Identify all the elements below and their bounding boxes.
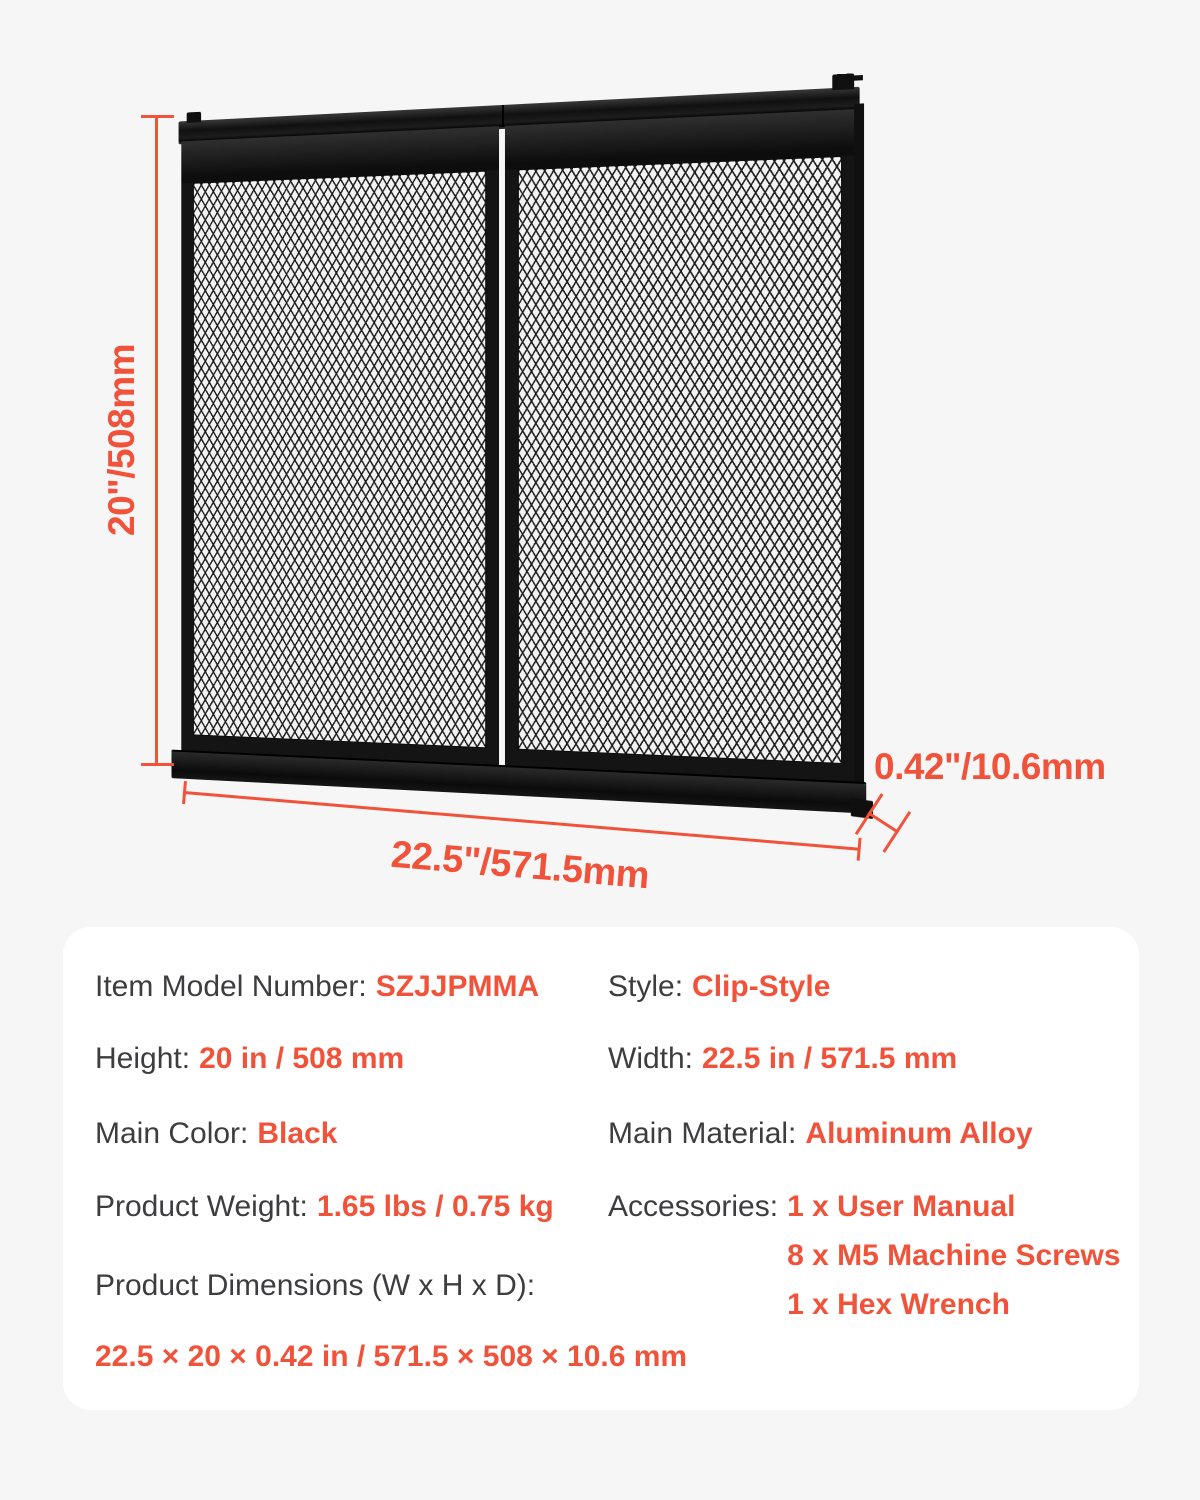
mesh-panel-right [505, 109, 856, 786]
spec-label: Height: [95, 1042, 191, 1075]
depth-marker-crossbar [867, 812, 899, 834]
mesh-screen-product-image [181, 87, 856, 813]
height-dimension-line [155, 117, 158, 765]
spec-width [608, 1040, 957, 1078]
spec-height [95, 1040, 404, 1078]
spec-main-material [608, 1115, 1033, 1153]
accessory-item: 8 x M5 Machine Screws [787, 1239, 1121, 1272]
spec-value: 20 in / 508 mm [199, 1042, 405, 1075]
spec-value: Aluminum Alloy [805, 1117, 1033, 1150]
spec-label: Style: [608, 970, 684, 1003]
spec-value: 22.5 × 20 × 0.42 in / 571.5 × 508 × 10.6 mm [95, 1340, 688, 1373]
mesh-panel-left [181, 126, 499, 769]
mesh-grid-left [193, 171, 486, 749]
spec-label: Accessories: [608, 1190, 779, 1223]
spec-value: Black [257, 1117, 338, 1150]
spec-value: SZJJPMMA [375, 970, 540, 1003]
depth-dimension-label: 0.42"/10.6mm [874, 746, 1106, 787]
spec-card [63, 927, 1139, 1410]
accessory-item: 1 x User Manual [787, 1190, 1016, 1223]
top-right-clip [832, 73, 854, 90]
height-dimension-tick-top [141, 115, 174, 118]
product-right-side-rail [854, 103, 864, 805]
spec-label: Width: [608, 1042, 694, 1075]
top-rail-center-seam [502, 105, 504, 127]
height-dimension-tick-bottom [141, 763, 174, 766]
spec-product-weight [95, 1188, 554, 1226]
accessory-item: 1 x Hex Wrench [787, 1288, 1010, 1321]
top-left-clip [187, 112, 201, 123]
spec-label: Product Dimensions (W x H x D): [95, 1269, 536, 1302]
width-dimension-label: 22.5"/571.5mm [389, 833, 651, 898]
height-dimension-label: 20"/508mm [101, 343, 142, 537]
accessories-list [787, 1188, 1121, 1335]
spec-dimensions-value-row [95, 1338, 687, 1376]
spec-label: Main Material: [608, 1117, 797, 1150]
mesh-grid-right [518, 156, 842, 764]
spec-label: Product Weight: [95, 1190, 308, 1223]
spec-label: Item Model Number: [95, 970, 367, 1003]
spec-main-color [95, 1115, 337, 1153]
spec-value: 1.65 lbs / 0.75 kg [316, 1190, 554, 1223]
panel-pair [181, 109, 856, 786]
spec-accessories [608, 1188, 1121, 1335]
spec-dimensions-heading [95, 1267, 535, 1305]
spec-item-model [95, 968, 539, 1006]
spec-label: Main Color: [95, 1117, 249, 1150]
spec-style [608, 968, 830, 1006]
spec-value: Clip-Style [692, 970, 831, 1003]
spec-value: 22.5 in / 571.5 mm [702, 1042, 958, 1075]
